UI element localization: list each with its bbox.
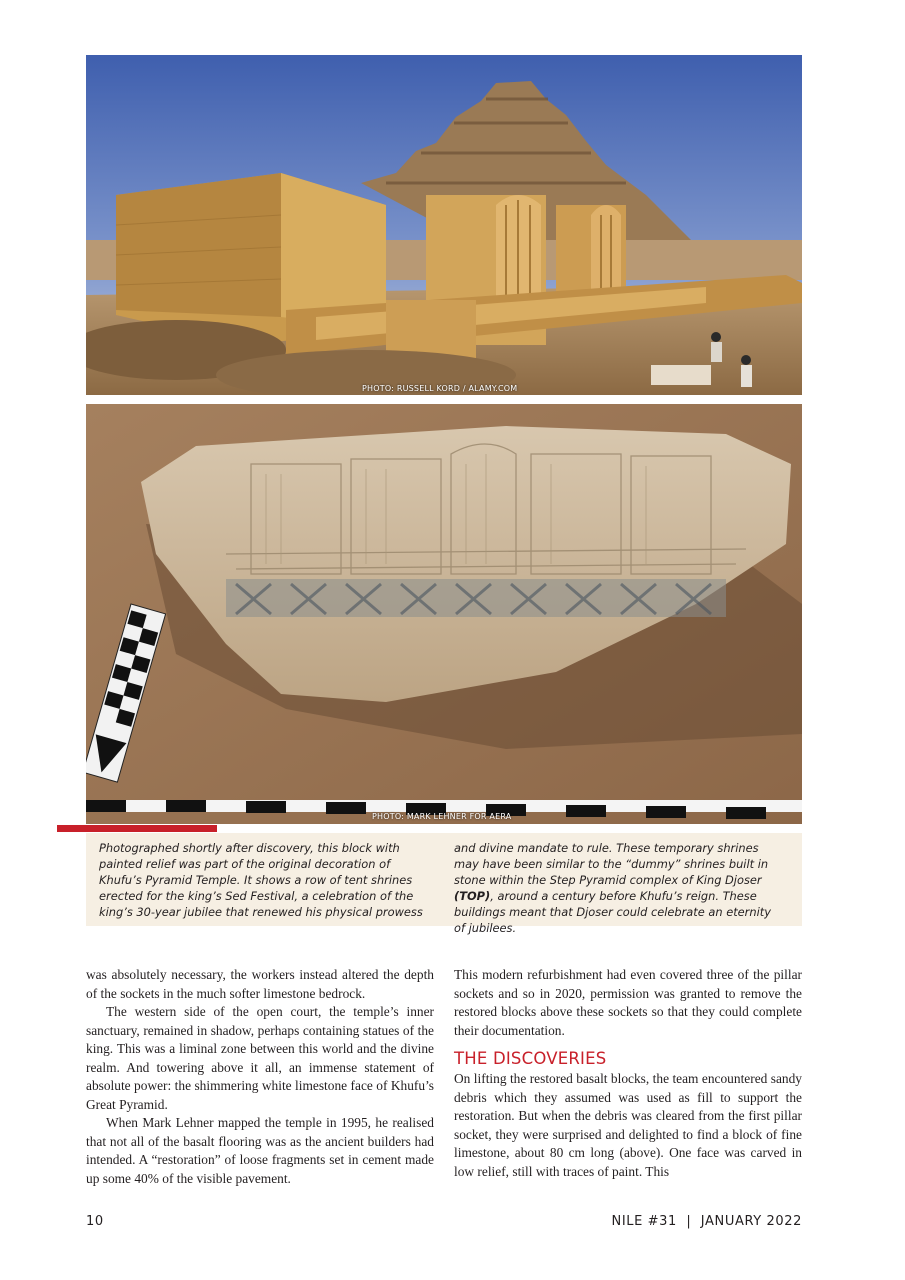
caption-right <box>454 840 784 936</box>
relief-block-photo <box>86 404 802 824</box>
step-pyramid-illustration <box>86 55 802 395</box>
photo-caption <box>86 833 802 935</box>
paragraph: The western side of the open court, the temple’s inner sanctuary, remained in shadow, perhaps containing statues of the king. This was a liminal zone between this world and the divine realm. And towering above it all, an immense statement of absolute power: the shimmering white limestone face of Khufu’s Great Pyramid. <box>86 1004 434 1112</box>
caption-right-bold: (TOP) <box>454 889 491 903</box>
page-number: 10 <box>86 1214 104 1229</box>
photo-credit-top: PHOTO: RUSSELL KORD / ALAMY.COM <box>362 384 518 393</box>
relief-block-illustration <box>86 404 802 824</box>
caption-left: Photographed shortly after discovery, this block with painted relief was part of the original decoration of Khufu’s Pyramid Temple. It shows a row of tent shrines erected for the king’s Sed Festival, a celebration of the king’s 30-year jubilee that renewed his physical prowess <box>99 841 423 919</box>
caption-accent-bar <box>57 825 217 832</box>
photo-credit-bottom: PHOTO: MARK LEHNER FOR AERA <box>372 812 512 821</box>
paragraph: On lifting the restored basalt blocks, the team encountered sandy debris which they assumed was used as fill to support the restoration. But when the debris was cleared from the first pillar socket, they were surprised and delighted to find a block of fine limestone, about 80 cm long (above). One face was carved in low relief, still with traces of paint. This <box>454 1071 802 1179</box>
paragraph: When Mark Lehner mapped the temple in 1995, he realised that not all of the basalt flooring was as the ancient builders had intended. A “restoration” of loose fragments set in cement made up some 40% of the visible pavement. <box>86 1115 434 1186</box>
body-column-right <box>454 966 802 1181</box>
step-pyramid-photo <box>86 55 802 395</box>
caption-right-text-1: and divine mandate to rule. These temporary shrines may have been similar to the “dummy” shrines built in stone within the Step Pyramid complex of King Djoser <box>454 841 769 887</box>
caption-right-text-2: , around a century before Khufu’s reign. These buildings meant that Djoser could celebrate an eternity of jubilees. <box>454 889 771 935</box>
section-heading: THE DISCOVERIES <box>454 1049 607 1068</box>
paragraph: This modern refurbishment had even covered three of the pillar sockets and so in 2020, permission was granted to remove the restored blocks above these sockets so that they could complete their documentation. <box>454 967 802 1038</box>
body-column-left <box>86 966 434 1188</box>
paragraph: was absolutely necessary, the workers instead altered the depth of the sockets in the much softer limestone bedrock. <box>86 967 434 1001</box>
issue-info: NILE #31 | JANUARY 2022 <box>611 1214 802 1229</box>
